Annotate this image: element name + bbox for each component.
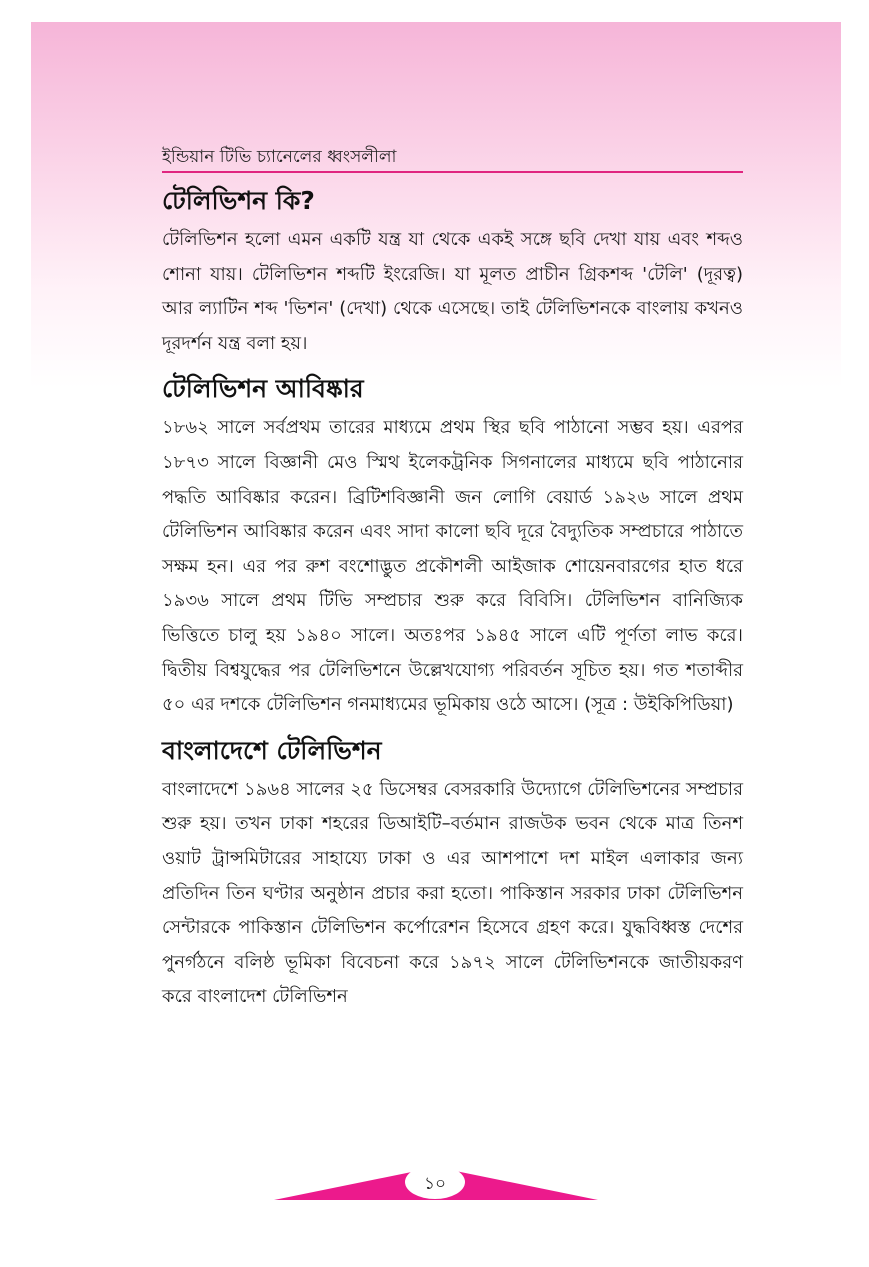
running-header: ইন্ডিয়ান টিভি চ্যানেলের ধ্বংসলীলা	[162, 145, 743, 173]
page-content	[162, 145, 743, 1015]
section-heading-invention: টেলিভিশন আবিষ্কার	[162, 374, 364, 404]
page-footer	[31, 1167, 841, 1207]
section-body-invention: ১৮৬২ সালে সর্বপ্রথম তারের মাধ্যমে প্রথম স্থির ছবি পাঠানো সম্ভব হয়। এরপর ১৮৭৩ সালে বিজ্ঞানী মেও স্মিথ ইলেকট্রনিক সিগনালের মাধ্যমে ছবি পাঠানোর পদ্ধতি আবিষ্কার করেন। ব্রিটিশবিজ্ঞানী জন লোগি বেয়ার্ড ১৯২৬ সালে প্রথম টেলিভিশন আবিষ্কার করেন এবং সাদা কালো ছবি দূরে বৈদ্যুতিক সম্প্রচারে পাঠাতে সক্ষম হন। এর পর রুশ বংশোদ্ভুত প্রকৌশলী আইজাক শোয়েনবারগের হাত ধরে ১৯৩৬ সালে প্রথম টিভি সম্প্রচার শুরু করে বিবিসি। টেলিভিশন বানিজ্যিক ভিত্তিতে চালু হয় ১৯৪০ সালে। অতঃপর ১৯৪৫ সালে এটি পূর্ণতা লাভ করে। দ্বিতীয় বিশ্বযুদ্ধের পর টেলিভিশনে উল্লেখযোগ্য পরিবর্তন সূচিত হয়। গত শতাব্দীর ৫০ এর দশকে টেলিভিশন গনমাধ্যমের ভূমিকায় ওঠে আসে। (সূত্র : উইকিপিডিয়া)	[162, 417, 743, 716]
book-page	[31, 22, 841, 1242]
page-number: ১০	[423, 1174, 447, 1194]
section-heading-bangladesh-television: বাংলাদেশে টেলিভিশন	[162, 735, 382, 765]
section-heading-what-is-television: টেলিভিশন কি?	[162, 186, 315, 215]
section-body-bangladesh-television: বাংলাদেশে ১৯৬৪ সালের ২৫ ডিসেম্বর বেসরকারি উদ্যোগে টেলিভিশনের সম্প্রচার শুরু হয়। তখন ঢাকা শহরের ডিআইটি–বর্তমান রাজউক ভবন থেকে মাত্র তিনশ ওয়াট ট্রান্সমিটারের সাহায্যে ঢাকা ও এর আশপাশে দশ মাইল এলাকার জন্য প্রতিদিন তিন ঘণ্টার অনুষ্ঠান প্রচার করা হতো। পাকিস্তান সরকার ঢাকা টেলিভিশন সেন্টারকে পাকিস্তান টেলিভিশন কর্পোরেশন হিসেবে গ্রহণ করে। যুদ্ধবিধ্বস্ত দেশের পুনর্গঠনে বলিষ্ঠ ভূমিকা বিবেচনা করে ১৯৭২ সালে টেলিভিশনকে জাতীয়করণ করে বাংলাদেশ টেলিভিশন	[162, 778, 743, 1008]
section-body-what-is-television: টেলিভিশন হলো এমন একটি যন্ত্র যা থেকে একই সঙ্গে ছবি দেখা যায় এবং শব্দও শোনা যায়। টেলিভিশন শব্দটি ইংরেজি। যা মূলত প্রাচীন গ্রিকশব্দ 'টেলি' (দূরত্ব) আর ল্যাটিন শব্দ 'ভিশন' (দেখা) থেকে এসেছে। তাই টেলিভিশনকে বাংলায় কখনও দূরদর্শন যন্ত্র বলা হয়।	[162, 229, 743, 354]
